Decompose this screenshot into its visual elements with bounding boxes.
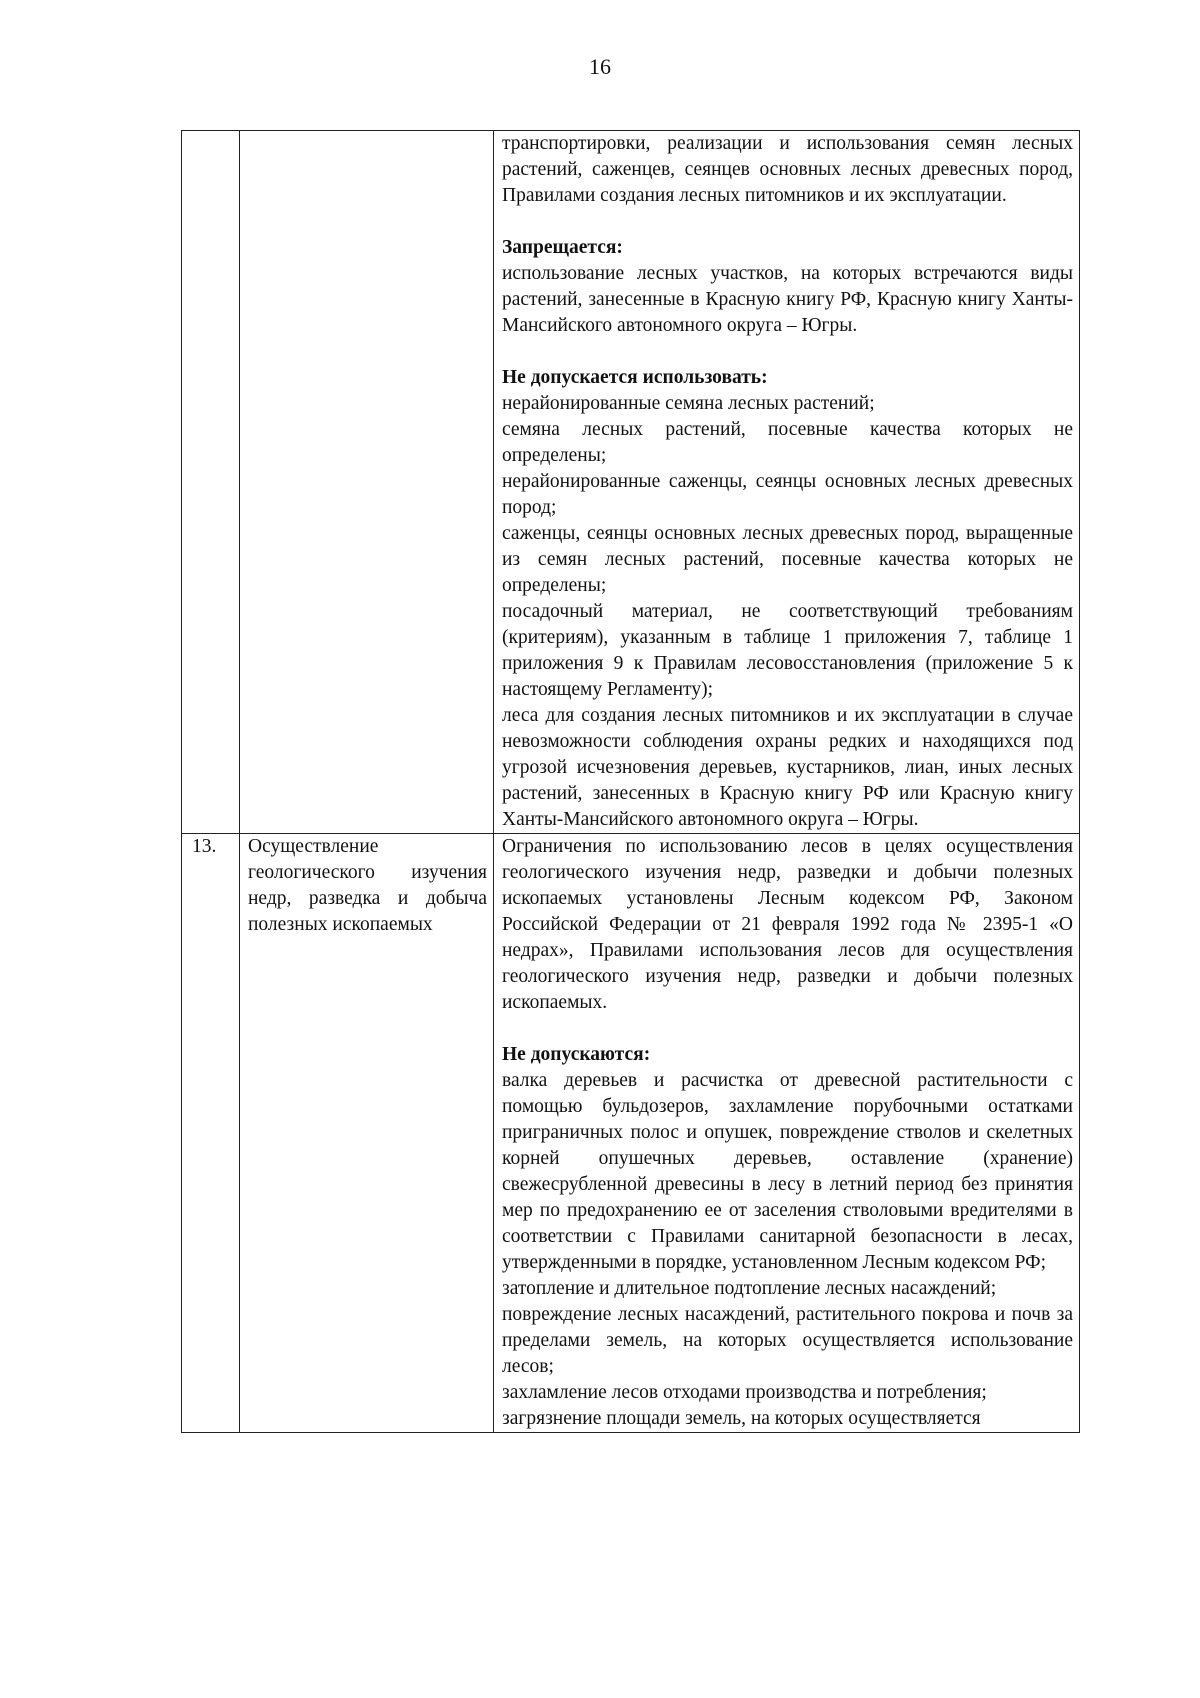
intro-paragraph: Ограничения по использованию лесов в целях осуществления геологического изучения недр, разведки и добычи полезных ископаемых установлены Лесным кодексом РФ, Законом Российской Федерации от 21 февраля 1992 года № 2395-1 «О недрах», Правилами использования лесов для осуществления геологического изучения недр, разведки и добычи полезных ископаемых. [502, 836, 1073, 1013]
restrictions-cell [494, 131, 1080, 834]
list-item: загрязнение площади земель, на которых осуществляется [502, 1408, 981, 1429]
intro-paragraph: транспортировки, реализации и использования семян лесных растений, саженцев, сеянцев основных лесных древесных пород, Правилами создания лесных питомников и их эксплуатации. [502, 133, 1073, 206]
list-item: повреждение лесных насаждений, растительного покрова и почв за пределами земель, на которых осуществляется использование лесов; [502, 1304, 1073, 1377]
table-row [182, 834, 1080, 1433]
activity-kind-cell [240, 131, 494, 834]
row-number-cell: 13. [182, 834, 240, 1433]
page-number: 16 [589, 54, 611, 79]
row-number-cell [182, 131, 240, 834]
list-item: посадочный материал, не соответствующий требованиям (критериям), указанным в таблице 1 приложения 7, таблице 1 приложения 9 к Правилам лесовосстановления (приложение 5 к настоящему Регламенту); [502, 601, 1073, 700]
list-item: нерайонированные саженцы, сеянцы основных лесных древесных пород; [502, 471, 1073, 518]
section-heading: Запрещается: [502, 237, 623, 258]
list-item: леса для создания лесных питомников и их эксплуатации в случае невозможности соблюдения охраны редких и находящихся под угрозой исчезновения деревьев, кустарников, лиан, иных лесных растений, занесенных в Красную книгу РФ или Красную книгу Ханты-Мансийского автономного округа – Югры. [502, 705, 1073, 830]
list-item: саженцы, сеянцы основных лесных древесных пород, выращенные из семян лесных растений, посевные качества которых не определены; [502, 523, 1073, 596]
table-row [182, 131, 1080, 834]
list-item: использование лесных участков, на которых встречаются виды растений, занесенные в Красную книгу РФ, Красную книгу Ханты-Мансийского автономного округа – Югры. [502, 263, 1073, 336]
list-item: валка деревьев и расчистка от древесной растительности с помощью бульдозеров, захламление порубочными остатками приграничных полос и опушек, повреждение стволов и скелетных корней опушечных деревьев, оставление (хранение) свежесрубленной древесины в лесу в летний период без принятия мер по предохранению ее от заселения стволовыми вредителями в соответствии с Правилами санитарной безопасности в лесах, утвержденными в порядке, установленном Лесным кодексом РФ; [502, 1070, 1073, 1273]
list-item: захламление лесов отходами производства и потребления; [502, 1382, 987, 1403]
restrictions-cell [494, 834, 1080, 1433]
list-item: затопление и длительное подтопление лесных насаждений; [502, 1278, 997, 1299]
list-item: семяна лесных растений, посевные качества которых не определены; [502, 419, 1073, 466]
section-heading: Не допускается использовать: [502, 367, 768, 388]
regulation-table [181, 130, 1080, 1433]
activity-kind-cell: Осуществление геологического изучения недр, разведка и добыча полезных ископаемых [240, 834, 494, 1433]
section-heading: Не допускаются: [502, 1044, 651, 1065]
list-item: нерайонированные семяна лесных растений; [502, 393, 875, 414]
